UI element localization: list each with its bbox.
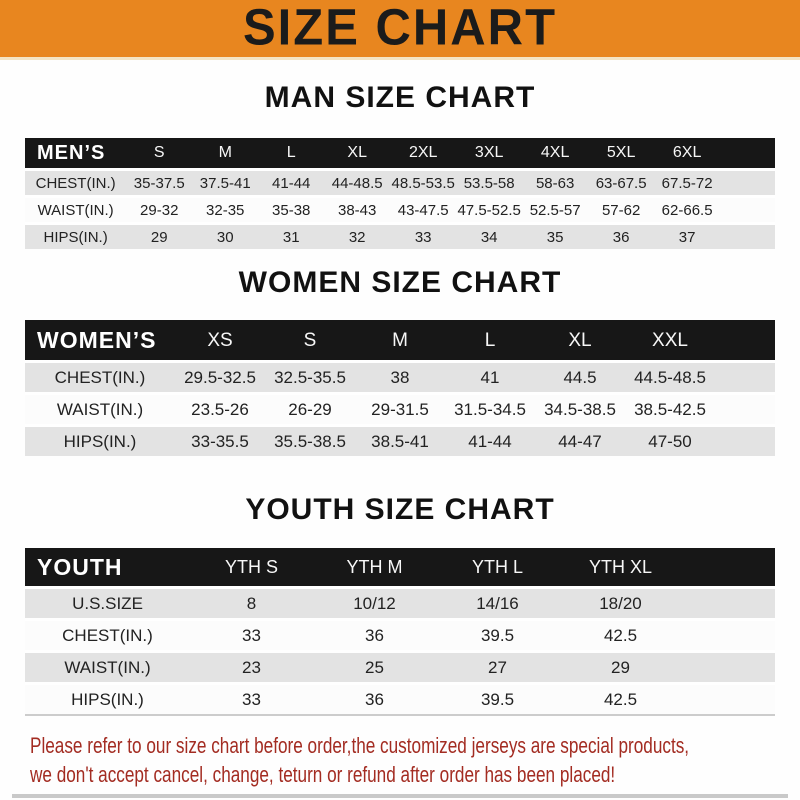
size-value-cell: 33 <box>190 682 313 714</box>
size-value-cell: 44-48.5 <box>324 168 390 195</box>
size-value-cell: 37.5-41 <box>192 168 258 195</box>
measurement-row <box>25 424 775 456</box>
size-value-cell: 29 <box>559 650 682 682</box>
size-column-header: YTH M <box>346 557 403 577</box>
size-value-cell: 31.5-34.5 <box>445 392 535 424</box>
size-value-cell: 29 <box>126 222 192 249</box>
size-value-cell: 33 <box>390 222 456 249</box>
size-value-cell: 36 <box>313 682 436 714</box>
size-value-cell: 33 <box>190 618 313 650</box>
table-header-row <box>25 548 775 586</box>
spacer-cell <box>715 360 775 392</box>
row-label: HIPS(IN.) <box>25 682 190 714</box>
size-column-header: S <box>303 329 317 351</box>
row-label: HIPS(IN.) <box>25 424 175 456</box>
size-value-cell: 44-47 <box>535 424 625 456</box>
row-label: U.S.SIZE <box>25 586 190 618</box>
measurement-row <box>25 650 775 682</box>
size-value-cell: 32.5-35.5 <box>265 360 355 392</box>
spacer-cell <box>682 618 775 650</box>
youth-size-table <box>25 548 775 716</box>
size-value-cell: 43-47.5 <box>390 195 456 222</box>
size-column-header: L <box>286 144 296 161</box>
disclaimer-line-1: Please refer to our size chart before order,the customized jerseys are special products, <box>30 733 690 758</box>
size-value-cell: 35-37.5 <box>126 168 192 195</box>
size-value-cell: 23 <box>190 650 313 682</box>
spacer-cell <box>682 682 775 714</box>
size-value-cell: 44.5-48.5 <box>625 360 715 392</box>
size-column-header: L <box>484 329 496 351</box>
size-value-cell: 34 <box>456 222 522 249</box>
spacer-cell <box>682 586 775 618</box>
size-value-cell: 29.5-32.5 <box>175 360 265 392</box>
row-label: CHEST(IN.) <box>25 360 175 392</box>
size-column-header: 3XL <box>474 144 504 161</box>
size-value-cell: 53.5-58 <box>456 168 522 195</box>
size-value-cell: 38.5-41 <box>355 424 445 456</box>
row-label: CHEST(IN.) <box>25 168 126 195</box>
size-value-cell: 38 <box>355 360 445 392</box>
table-corner-label: WOMEN’S <box>37 326 157 353</box>
size-value-cell: 35-38 <box>258 195 324 222</box>
size-column-header: 2XL <box>408 144 438 161</box>
row-label: WAIST(IN.) <box>25 650 190 682</box>
table-header-row <box>25 320 775 360</box>
size-column-header: 6XL <box>672 144 702 161</box>
spacer-cell <box>715 392 775 424</box>
size-value-cell: 10/12 <box>313 586 436 618</box>
size-value-cell: 67.5-72 <box>654 168 720 195</box>
measurement-row <box>25 618 775 650</box>
disclaimer-text <box>0 731 800 789</box>
women-size-table <box>25 320 775 456</box>
size-column-header: S <box>153 144 165 161</box>
spacer-cell <box>682 548 775 586</box>
table-corner-label: YOUTH <box>37 553 123 580</box>
size-value-cell: 8 <box>190 586 313 618</box>
size-value-cell: 48.5-53.5 <box>390 168 456 195</box>
size-value-cell: 62-66.5 <box>654 195 720 222</box>
row-label: WAIST(IN.) <box>25 392 175 424</box>
bottom-edge-bar <box>12 794 788 798</box>
spacer-cell <box>682 650 775 682</box>
size-value-cell: 57-62 <box>588 195 654 222</box>
measurement-row <box>25 392 775 424</box>
size-value-cell: 29-31.5 <box>355 392 445 424</box>
size-value-cell: 18/20 <box>559 586 682 618</box>
man-size-chart-title: MAN SIZE CHART <box>264 81 536 114</box>
size-value-cell: 14/16 <box>436 586 559 618</box>
size-value-cell: 29-32 <box>126 195 192 222</box>
size-value-cell: 35 <box>522 222 588 249</box>
measurement-row <box>25 586 775 618</box>
banner-title: SIZE CHART <box>243 0 557 57</box>
size-value-cell: 30 <box>192 222 258 249</box>
disclaimer-line-2: we don't accept cancel, change, teturn or refund after order has been placed! <box>30 762 616 787</box>
table-corner-label: MEN’S <box>37 142 106 164</box>
size-value-cell: 47-50 <box>625 424 715 456</box>
size-value-cell: 38-43 <box>324 195 390 222</box>
size-value-cell: 33-35.5 <box>175 424 265 456</box>
size-column-header: XXL <box>652 329 688 351</box>
size-value-cell: 41-44 <box>258 168 324 195</box>
size-value-cell: 35.5-38.5 <box>265 424 355 456</box>
spacer-cell <box>720 195 775 222</box>
size-value-cell: 47.5-52.5 <box>456 195 522 222</box>
size-value-cell: 32 <box>324 222 390 249</box>
size-column-header: M <box>218 144 232 161</box>
size-value-cell: 31 <box>258 222 324 249</box>
size-value-cell: 42.5 <box>559 682 682 714</box>
size-value-cell: 32-35 <box>192 195 258 222</box>
size-chart-banner <box>0 0 800 60</box>
size-value-cell: 41-44 <box>445 424 535 456</box>
women-size-chart-title: WOMEN SIZE CHART <box>238 266 562 299</box>
size-column-header: 5XL <box>606 144 636 161</box>
size-column-header: 4XL <box>540 144 570 161</box>
measurement-row <box>25 168 775 195</box>
size-column-header: XL <box>347 144 367 161</box>
table-header-row <box>25 138 775 168</box>
size-value-cell: 38.5-42.5 <box>625 392 715 424</box>
size-value-cell: 27 <box>436 650 559 682</box>
row-label: HIPS(IN.) <box>25 222 126 249</box>
spacer-cell <box>720 222 775 249</box>
spacer-cell <box>715 424 775 456</box>
size-column-header: YTH S <box>224 557 278 577</box>
row-label: CHEST(IN.) <box>25 618 190 650</box>
size-value-cell: 52.5-57 <box>522 195 588 222</box>
size-column-header: XS <box>207 329 233 351</box>
measurement-row <box>25 360 775 392</box>
size-column-header: YTH L <box>471 557 523 577</box>
size-value-cell: 34.5-38.5 <box>535 392 625 424</box>
men-size-table <box>25 138 775 249</box>
spacer-cell <box>720 138 775 168</box>
size-column-header: M <box>392 329 408 351</box>
size-value-cell: 42.5 <box>559 618 682 650</box>
size-value-cell: 58-63 <box>522 168 588 195</box>
size-value-cell: 36 <box>588 222 654 249</box>
size-value-cell: 36 <box>313 618 436 650</box>
size-column-header: YTH XL <box>588 557 652 577</box>
measurement-row <box>25 222 775 249</box>
size-value-cell: 44.5 <box>535 360 625 392</box>
size-value-cell: 63-67.5 <box>588 168 654 195</box>
size-value-cell: 26-29 <box>265 392 355 424</box>
youth-size-chart-title: YOUTH SIZE CHART <box>245 493 555 526</box>
spacer-cell <box>720 168 775 195</box>
size-value-cell: 39.5 <box>436 682 559 714</box>
row-label: WAIST(IN.) <box>25 195 126 222</box>
size-value-cell: 37 <box>654 222 720 249</box>
measurement-row <box>25 195 775 222</box>
size-value-cell: 39.5 <box>436 618 559 650</box>
size-value-cell: 23.5-26 <box>175 392 265 424</box>
measurement-row <box>25 682 775 714</box>
size-column-header: XL <box>568 329 592 351</box>
size-value-cell: 25 <box>313 650 436 682</box>
size-value-cell: 41 <box>445 360 535 392</box>
spacer-cell <box>715 320 775 360</box>
